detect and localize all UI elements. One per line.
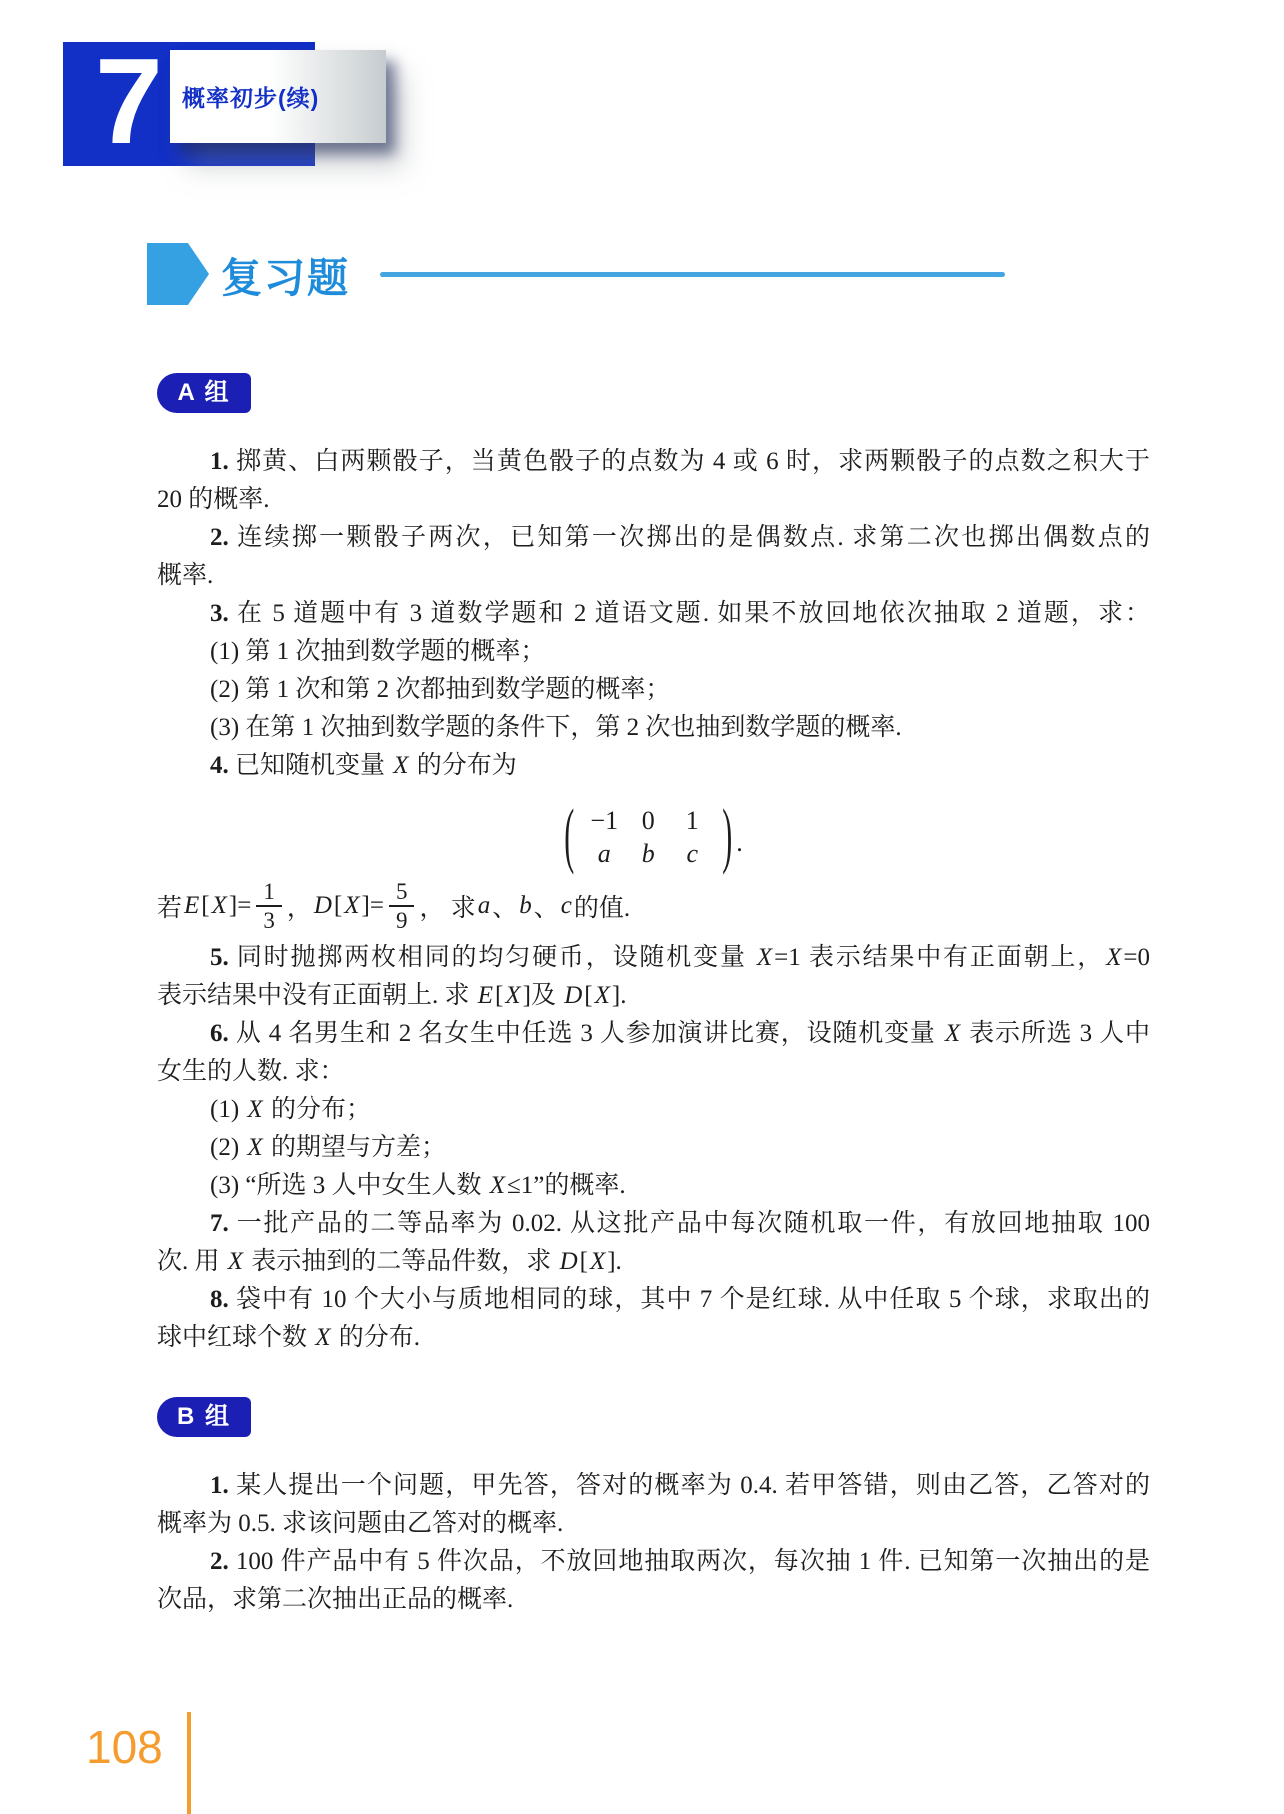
- matrix-paren-left: (: [564, 795, 575, 877]
- problems-content: [157, 373, 1150, 1659]
- fraction-numerator: 1: [263, 878, 275, 904]
- math-text: ，: [286, 895, 312, 922]
- chapter-number-box: [63, 33, 320, 169]
- problem-line: 4. 已知随机变量 X 的分布为: [210, 752, 517, 779]
- math-text: 的值.: [573, 895, 631, 922]
- problem-line: 球中红球个数 X 的分布.: [157, 1324, 421, 1351]
- section-rule: [380, 272, 1005, 277]
- math-variable: a: [477, 892, 491, 919]
- section-header: [147, 243, 1005, 305]
- chapter-title: 概率初步(续): [182, 85, 320, 111]
- problem-line: (3) “所选 3 人中女生人数 X≤1”的概率.: [210, 1172, 626, 1199]
- problem-line: (2) 第 1 次和第 2 次都抽到数学题的概率；: [210, 676, 671, 703]
- math-text: 若: [157, 895, 183, 922]
- problem-line: 表示结果中没有正面朝上. 求 E[X]及 D[X].: [157, 982, 627, 1009]
- problem-line: (3) 在第 1 次抽到数学题的条件下，第 2 次也抽到数学题的概率.: [210, 714, 902, 741]
- math-line: [157, 873, 1150, 939]
- chapter-title-ribbon: [170, 50, 386, 143]
- problem-line: 6. 从 4 名男生和 2 名女生中任选 3 人参加演讲比赛，设随机变量 X 表示所选 3 人中: [210, 1020, 1150, 1047]
- math-text: [: [201, 892, 210, 919]
- math-text: [: [333, 892, 343, 919]
- page-number: 108: [86, 1721, 163, 1773]
- distribution-matrix: [157, 795, 1150, 877]
- math-text: ]=: [228, 892, 252, 919]
- problem-line: 次. 用 X 表示抽到的二等品件数，求 D[X].: [157, 1248, 622, 1275]
- matrix-cell: 1: [685, 806, 699, 835]
- group-badge: A 组: [157, 373, 251, 413]
- problem-line: (1) X 的分布；: [210, 1096, 371, 1123]
- fraction: [256, 878, 282, 935]
- problem-line: 2. 100 件产品中有 5 件次品，不放回地抽取两次，每次抽 1 件. 已知第一次抽出的是: [210, 1548, 1150, 1575]
- problem-line: 2. 连续掷一颗骰子两次，已知第一次掷出的是偶数点. 求第二次也掷出偶数点的: [210, 524, 1150, 551]
- problem-line: (1) 第 1 次抽到数学题的概率；: [210, 638, 546, 665]
- matrix-suffix: .: [736, 828, 743, 857]
- math-variable: c: [560, 892, 572, 919]
- matrix-cell: b: [641, 839, 655, 868]
- matrix-body: [582, 804, 714, 870]
- problem-line: 20 的概率.: [157, 486, 270, 513]
- problem-line: 概率为 0.5. 求该问题由乙答对的概率.: [157, 1510, 564, 1537]
- section-title: 复习题: [221, 254, 350, 301]
- math-text: ， 求: [419, 895, 476, 922]
- matrix-cell: c: [686, 839, 699, 868]
- problem-group: [157, 1467, 1150, 1619]
- problem-line: 概率.: [157, 562, 214, 589]
- problem-line: 1. 掷黄、白两颗骰子，当黄色骰子的点数为 4 或 6 时，求两颗骰子的点数之积大于: [210, 448, 1150, 475]
- fraction: [389, 878, 415, 935]
- math-variable: b: [519, 892, 532, 919]
- problem-line: 1. 某人提出一个问题，甲先答，答对的概率为 0.4. 若甲答错，则由乙答，乙答对的: [210, 1472, 1150, 1499]
- math-variable: E: [184, 892, 200, 919]
- matrix-cell: −1: [590, 806, 619, 835]
- problem-line: 5. 同时抛掷两枚相同的均匀硬币，设随机变量 X=1 表示结果中有正面朝上，X=0: [210, 944, 1150, 971]
- problem-line: 3. 在 5 道题中有 3 道数学题和 2 道语文题. 如果不放回地依次抽取 2 道题，求：: [210, 600, 1150, 627]
- math-text: ]=: [361, 892, 384, 919]
- chapter-number: 7: [95, 33, 163, 169]
- fraction-numerator: 5: [395, 878, 408, 904]
- matrix-cell: 0: [641, 806, 655, 835]
- matrix-paren-right: ): [722, 795, 733, 877]
- problem-line: 7. 一批产品的二等品率为 0.02. 从这批产品中每次随机取一件，有放回地抽取 100: [210, 1210, 1150, 1237]
- matrix-cell: a: [597, 839, 611, 868]
- math-text: 、: [492, 895, 518, 922]
- footer-rule: [187, 1712, 191, 1814]
- group-badge: B 组: [157, 1397, 251, 1437]
- problem-group: [157, 443, 1150, 1357]
- problem-line: 女生的人数. 求：: [157, 1058, 345, 1085]
- chapter-banner: [63, 33, 320, 169]
- matrix-row: [582, 837, 714, 870]
- arrow-right-icon: [147, 243, 209, 305]
- problem-line: 次品，求第二次抽出正品的概率.: [157, 1586, 514, 1613]
- math-variable: X: [344, 892, 360, 919]
- fraction-denominator: 3: [256, 905, 282, 934]
- math-variable: X: [211, 892, 227, 919]
- problem-line: 8. 袋中有 10 个大小与质地相同的球，其中 7 个是红球. 从中任取 5 个球，求取出的: [210, 1286, 1150, 1313]
- math-variable: D: [313, 892, 332, 919]
- fraction-denominator: 9: [389, 905, 415, 934]
- math-text: 、: [533, 895, 559, 922]
- problem-line: (2) X 的期望与方差；: [210, 1134, 446, 1161]
- matrix-row: [582, 804, 714, 837]
